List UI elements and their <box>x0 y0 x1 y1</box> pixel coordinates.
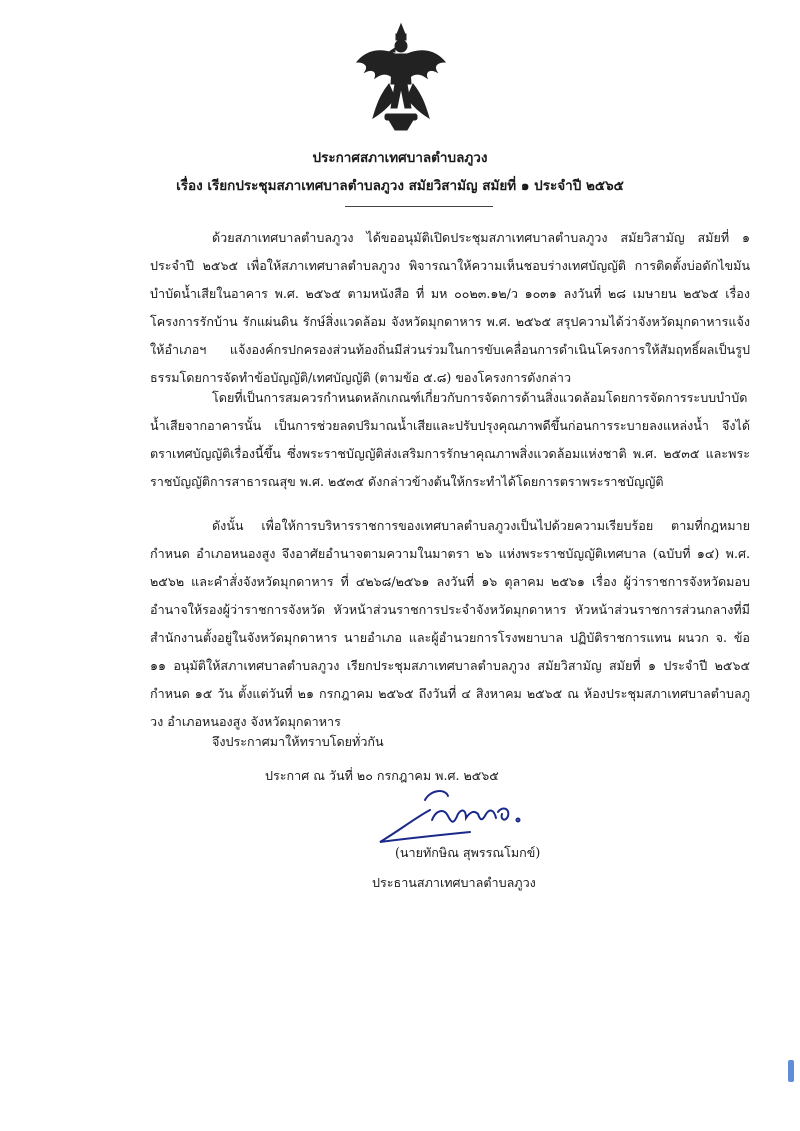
paragraph-2 <box>150 384 750 496</box>
paragraph-2-text: โดยที่เป็นการสมควรกำหนดหลักเกณฑ์เกี่ยวกับการจัดการด้านสิ่งแวดล้อมโดยการจัดการระบบบำบัดน้ำเสียจากอาคารนั้น เป็นการช่วยลดปริมาณน้ำเสียและปรับปรุงคุณภาพดีขึ้นก่อนการระบายลงแหล่งน้ำ จึงได้ตราเทศบัญญัติเรื่องนี้ขึ้น ซึ่งพระราชบัญญัติส่งเสริมการรักษาคุณภาพสิ่งแวดล้อมแห่งชาติ พ.ศ. ๒๕๓๕ และพระราชบัญญัติการสาธารณสุข พ.ศ. ๒๕๓๕ ดังกล่าวข้างต้นให้กระทำได้โดยการตราพระราชบัญญัติ <box>150 390 750 489</box>
announcement-date: ประกาศ ณ วันที่ ๒๐ กรกฎาคม พ.ศ. ๒๕๖๕ <box>265 768 499 783</box>
handwritten-signature <box>370 780 560 850</box>
announcement-subject: เรื่อง เรียกประชุมสภาเทศบาลตำบลภูวง สมัยวิสามัญ สมัยที่ ๑ ประจำปี ๒๕๖๕ <box>176 178 624 194</box>
signer-name: (นายทักษิณ สุพรรณโมกข์) <box>395 845 541 860</box>
paragraph-1-text: ด้วยสภาเทศบาลตำบลภูวง ได้ขออนุมัติเปิดประชุมสภาเทศบาลตำบลภูวง สมัยวิสามัญ สมัยที่ ๑ ประจำปี ๒๕๖๕ เพื่อให้สภาเทศบาลตำบลภูวง พิจารณาให้ความเห็นชอบร่างเทศบัญญัติ การติดตั้งบ่อดักไขมันบำบัดน้ำเสียในอาคาร พ.ศ. ๒๕๖๕ ตามหนังสือ ที่ มห ๐๐๒๓.๑๒/ว ๑๐๓๑ ลงวันที่ ๒๘ เมษายน ๒๕๖๕ เรื่อง โครงการรักบ้าน รักแผ่นดิน รักษ์สิ่งแวดล้อม จังหวัดมุกดาหาร พ.ศ. ๒๕๖๕ สรุปความได้ว่าจังหวัดมุกดาหารแจ้งให้อำเภอฯ แจ้งองค์กรปกครองส่วนท้องถิ่นมีส่วนร่วมในการขับเคลื่อนการดำเนินโครงการให้สัมฤทธิ์ผลเป็นรูปธรรมโดยการจัดทำข้อบัญญัติ/เทศบัญญัติ (ตามข้อ ๕.๘) ของโครงการดังกล่าว <box>150 230 750 385</box>
garuda-emblem-icon <box>355 22 447 132</box>
announcement-title: ประกาศสภาเทศบาลตำบลภูวง <box>312 150 488 166</box>
signer-position: ประธานสภาเทศบาลตำบลภูวง <box>372 875 536 890</box>
title-divider <box>345 206 493 207</box>
paragraph-3-text: ดังนั้น เพื่อให้การบริหารราชการของเทศบาลตำบลภูวงเป็นไปด้วยความเรียบร้อย ตามที่กฎหมายกำหนด อำเภอหนองสูง จึงอาศัยอำนาจตามความในมาตรา ๒๖ แห่งพระราชบัญญัติเทศบาล (ฉบับที่ ๑๔) พ.ศ. ๒๕๖๒ และคำสั่งจังหวัดมุกดาหาร ที่ ๔๒๖๘/๒๕๖๑ ลงวันที่ ๑๖ ตุลาคม ๒๕๖๑ เรื่อง ผู้ว่าราชการจังหวัดมอบอำนาจให้รองผู้ว่าราชการจังหวัด หัวหน้าส่วนราชการประจำจังหวัดมุกดาหาร หัวหน้าส่วนราชการส่วนกลางที่มีสำนักงานตั้งอยู่ในจังหวัดมุกดาหาร นายอำเภอ และผู้อำนวยการโรงพยาบาล ปฏิบัติราชการแทน ผนวก จ. ข้อ ๑๑ อนุมัติให้สภาเทศบาลตำบลภูวง เรียกประชุมสภาเทศบาลตำบลภูวง สมัยวิสามัญ สมัยที่ ๑ ประจำปี ๒๕๖๕ กำหนด ๑๕ วัน ตั้งแต่วันที่ ๒๑ กรกฎาคม ๒๕๖๕ ถึงวันที่ ๔ สิงหาคม ๒๕๖๕ ณ ห้องประชุมสภาเทศบาลตำบลภูวง อำเภอหนองสูง จังหวัดมุกดาหาร <box>150 518 750 729</box>
scan-mark <box>788 1060 794 1082</box>
paragraph-1 <box>150 224 750 392</box>
closing-line: จึงประกาศมาให้ทราบโดยทั่วกัน <box>212 734 384 749</box>
paragraph-3 <box>150 512 750 736</box>
